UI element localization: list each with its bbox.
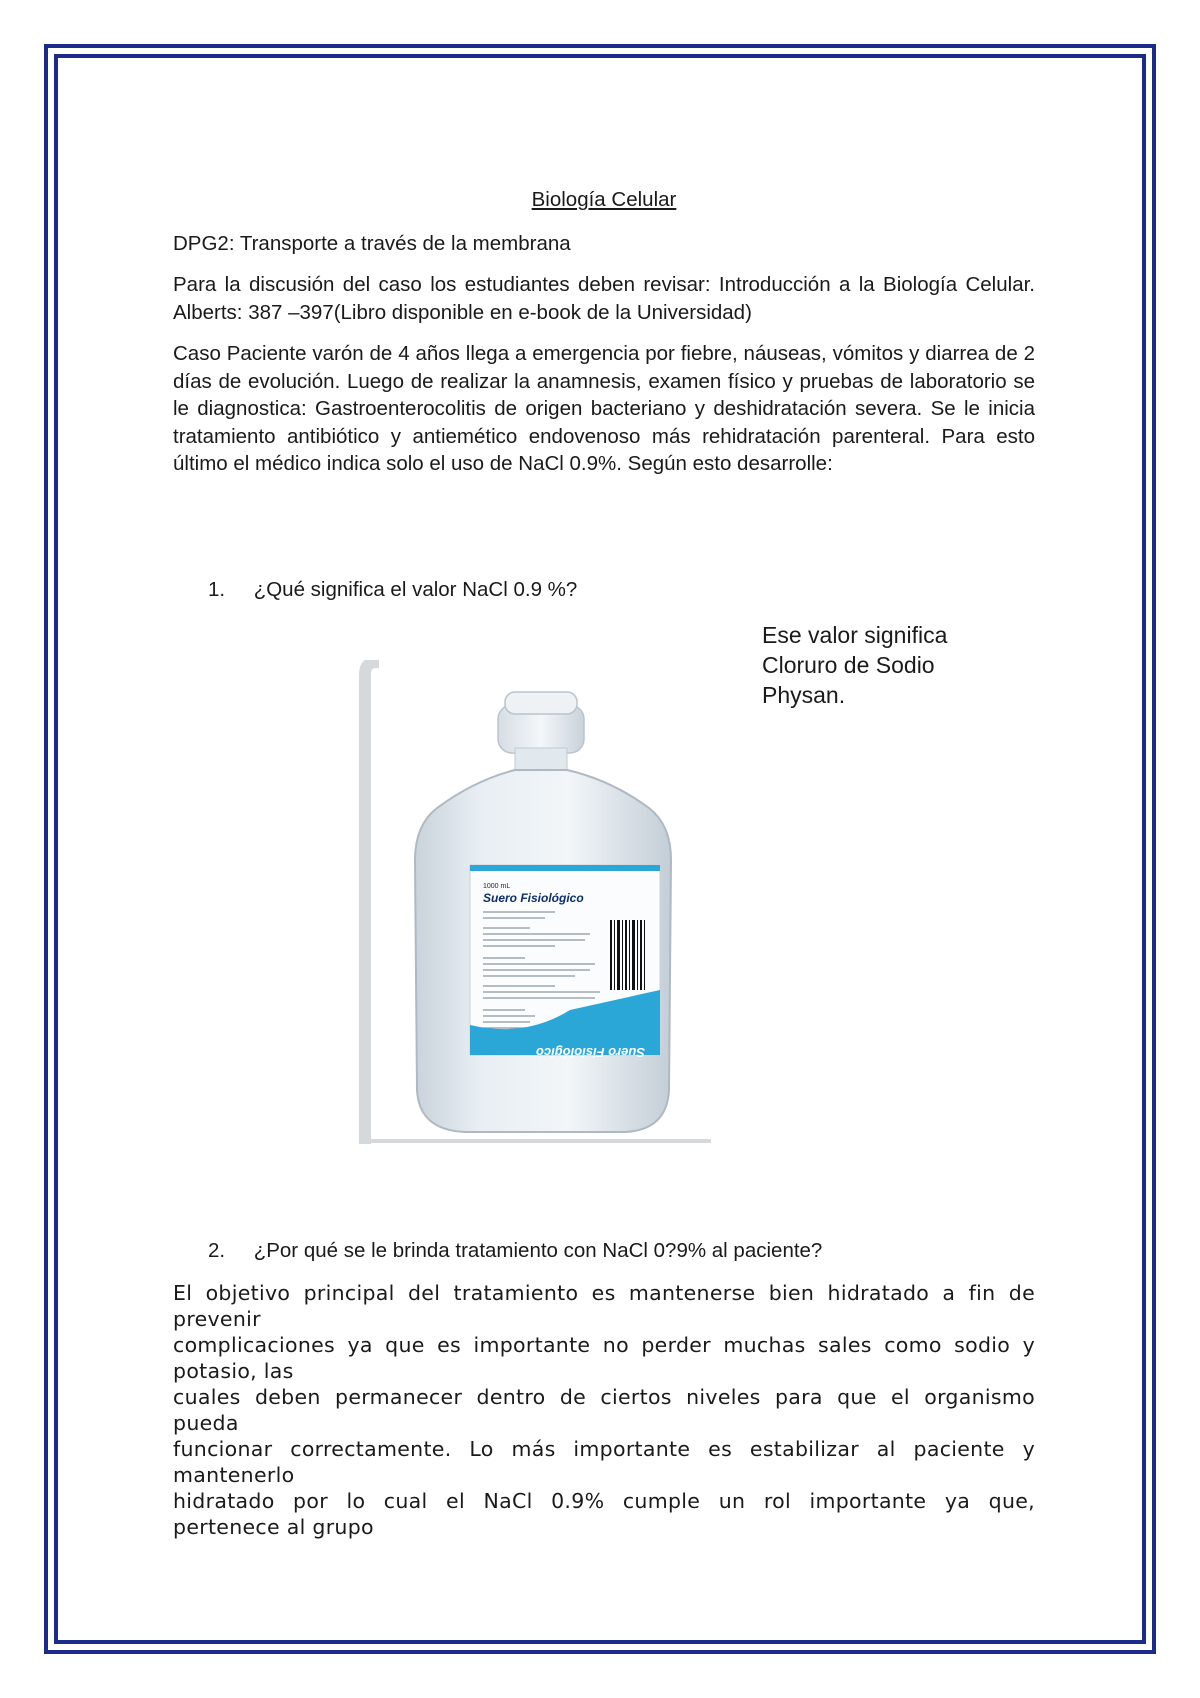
answer-1-line: Physan. — [762, 682, 846, 708]
document-subtitle: DPG2: Transporte a través de la membrana — [173, 231, 571, 255]
answer-2-line: prevenir — [173, 1307, 261, 1331]
question-1 — [208, 578, 577, 602]
question-2-number: 2. — [208, 1239, 226, 1262]
answer-2-line: funcionar correctamente. Lo más importante es estabilizar al paciente y — [173, 1437, 1035, 1461]
answer-2-line: complicaciones ya que es importante no perder muchas sales como sodio y — [173, 1333, 1035, 1357]
question-1-number: 1. — [208, 578, 226, 601]
question-1-text: ¿Qué significa el valor NaCl 0.9 %? — [253, 578, 578, 601]
answer-2-line: cuales deben permanecer dentro de ciertos niveles para que el organismo — [173, 1385, 1035, 1409]
answer-1 — [762, 620, 1012, 710]
intro-paragraph: Para la discusión del caso los estudiantes deben revisar: Introducción a la Biología Celular. Alberts: 387 –397(Libro disponible en e-book de la Universidad) — [173, 273, 1035, 324]
answer-2-line: mantenerlo — [173, 1463, 295, 1487]
answer-2-line: El objetivo principal del tratamiento es mantenerse bien hidratado a fin de — [173, 1281, 1035, 1305]
bottle-label — [470, 865, 660, 1060]
answer-1-line: Ese valor significa — [762, 622, 948, 648]
saline-bottle-photo — [355, 660, 711, 1144]
label-volume: 1000 mL — [483, 883, 511, 890]
question-2-text: ¿Por qué se le brinda tratamiento con NaCl 0?9% al paciente? — [253, 1239, 823, 1262]
document-body — [173, 186, 1035, 492]
answer-2 — [173, 1280, 1035, 1540]
label-brand: Suero Fisiológico — [483, 891, 584, 905]
answer-2-line: hidratado por lo cual el NaCl 0.9% cumple un rol importante ya que, — [173, 1489, 1035, 1513]
label-brand-inverted: Suero Fisiológico — [535, 1045, 645, 1060]
case-paragraph: Caso Paciente varón de 4 años llega a emergencia por fiebre, náuseas, vómitos y diarrea de 2 días de evolución. Luego de realizar la anamnesis, examen físico y pruebas de laboratorio se le diagnostica: Gastroenterocolitis de origen bacteriano y deshidratación severa. Se le inicia tratamiento antibiótico y antiemético endovenoso más rehidratación parenteral. Para esto último el médico indica solo el uso de NaCl 0.9%. Según esto desarrolle: — [173, 342, 1035, 475]
answer-2-line: pueda — [173, 1411, 239, 1435]
document-title: Biología Celular — [531, 188, 677, 211]
answer-2-line: pertenece al grupo — [173, 1515, 374, 1539]
question-2 — [208, 1239, 822, 1263]
answer-2-line: potasio, las — [173, 1359, 294, 1383]
answer-1-line: Cloruro de Sodio — [762, 652, 935, 678]
